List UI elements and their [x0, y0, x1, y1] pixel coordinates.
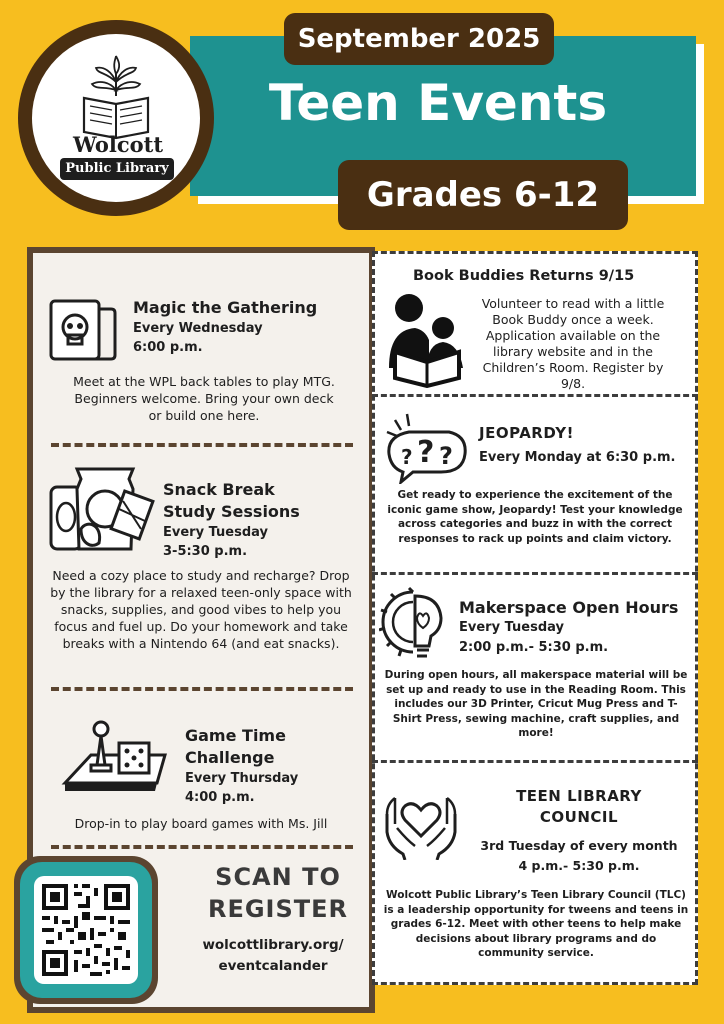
tlc-schedule: 3rd Tuesday of every month [480, 838, 678, 853]
game-description: Drop-in to play board games with Ms. Jill [74, 816, 328, 831]
hands-heart-icon [381, 784, 461, 860]
makerspace-time: 2:00 p.m.- 5:30 p.m. [459, 640, 609, 655]
book-buddies-description: Volunteer to read with a little Book Buddy once a week. Application available on the library website and in the Children’s Room. Register by 9/8. [481, 296, 665, 391]
game-title-line1: Game Time [185, 726, 286, 745]
scan-to-register-heading [203, 861, 353, 925]
url-line2[interactable]: eventcalander [218, 958, 328, 974]
tlc-title-line1: TEEN LIBRARY [516, 787, 642, 805]
game-title-line2: Challenge [185, 748, 275, 767]
reading-buddies-icon [385, 292, 471, 388]
jeopardy-schedule: Every Monday at 6:30 p.m. [479, 450, 676, 465]
divider [51, 687, 353, 691]
mtg-schedule: Every Wednesday [133, 321, 263, 336]
svg-text:?: ? [417, 435, 435, 470]
divider [51, 845, 353, 849]
tlc-description: Wolcott Public Library’s Teen Library Council (TLC) is a leadership opportunity for tweens and teens in grades 6-12. Meet with other teens to help make decisions about library programs and do community service. [383, 889, 689, 959]
question-bubble-icon [379, 410, 469, 484]
tlc-title-line2: COUNCIL [539, 808, 619, 826]
makerspace-schedule: Every Tuesday [459, 620, 564, 635]
scan-title-line2: REGISTER [207, 895, 349, 923]
divider [372, 760, 698, 763]
mtg-time: 6:00 p.m. [133, 340, 203, 355]
board-game-icon [61, 715, 171, 793]
book-buddies-title: Book Buddies Returns 9/15 [413, 268, 635, 284]
url-line1[interactable]: wolcottlibrary.org/ [202, 937, 344, 953]
snack-title-line2: Study Sessions [163, 502, 300, 521]
scan-title-line1: SCAN TO [215, 863, 341, 891]
divider [372, 572, 698, 575]
mtg-description: Meet at the WPL back tables to play MTG. Beginners welcome. Bring your own deck or build one here. [73, 374, 335, 423]
tlc-title [479, 786, 679, 828]
divider [372, 394, 698, 397]
game-time: 4:00 p.m. [185, 790, 255, 805]
library-logo [18, 20, 214, 216]
game-schedule: Every Thursday [185, 771, 299, 786]
card-skull-icon [47, 297, 119, 363]
mtg-title: Magic the Gathering [133, 298, 318, 317]
svg-text:?: ? [401, 445, 413, 469]
qr-code-frame[interactable] [14, 856, 158, 1004]
jeopardy-description: Get ready to experience the excitement of the iconic game show, Jeopardy! Test your knowledge across categories and buzz in with the correct responses to rack up points and claim victory. [387, 489, 683, 545]
logo-subname: Public Library [60, 158, 174, 180]
jeopardy-title: JEOPARDY! [479, 424, 574, 442]
qr-code-icon[interactable] [34, 876, 138, 984]
register-url[interactable] [183, 935, 363, 977]
right-events-panel [372, 251, 698, 985]
svg-text:?: ? [439, 442, 453, 470]
page-title: Teen Events [268, 74, 608, 132]
makerspace-description: During open hours, all makerspace material will be set up and ready to use in the Reading Room. This includes our 3D Printer, Cricut Mug Press and T-Shirt Press, sewing machine, craft supplies, and more! [384, 669, 688, 739]
logo-name: Wolcott [72, 132, 164, 157]
month-badge: September 2025 [284, 13, 554, 65]
tlc-time: 4 p.m.- 5:30 p.m. [518, 858, 640, 873]
snacks-icon [47, 465, 155, 561]
snack-description: Need a cozy place to study and recharge? Drop by the library for a relaxed teen-only space with snacks, supplies, and good vibes to help you focus and fuel up. Do your homework and take breaks with a Nintendo 64 (and eat snacks). [50, 568, 352, 651]
snack-time: 3-5:30 p.m. [163, 544, 248, 559]
snack-title-line1: Snack Break [163, 480, 275, 499]
divider [51, 443, 353, 447]
grades-badge: Grades 6-12 [338, 160, 628, 230]
snack-schedule: Every Tuesday [163, 525, 268, 540]
makerspace-title: Makerspace Open Hours [459, 598, 679, 617]
gear-bulb-icon [379, 586, 451, 662]
